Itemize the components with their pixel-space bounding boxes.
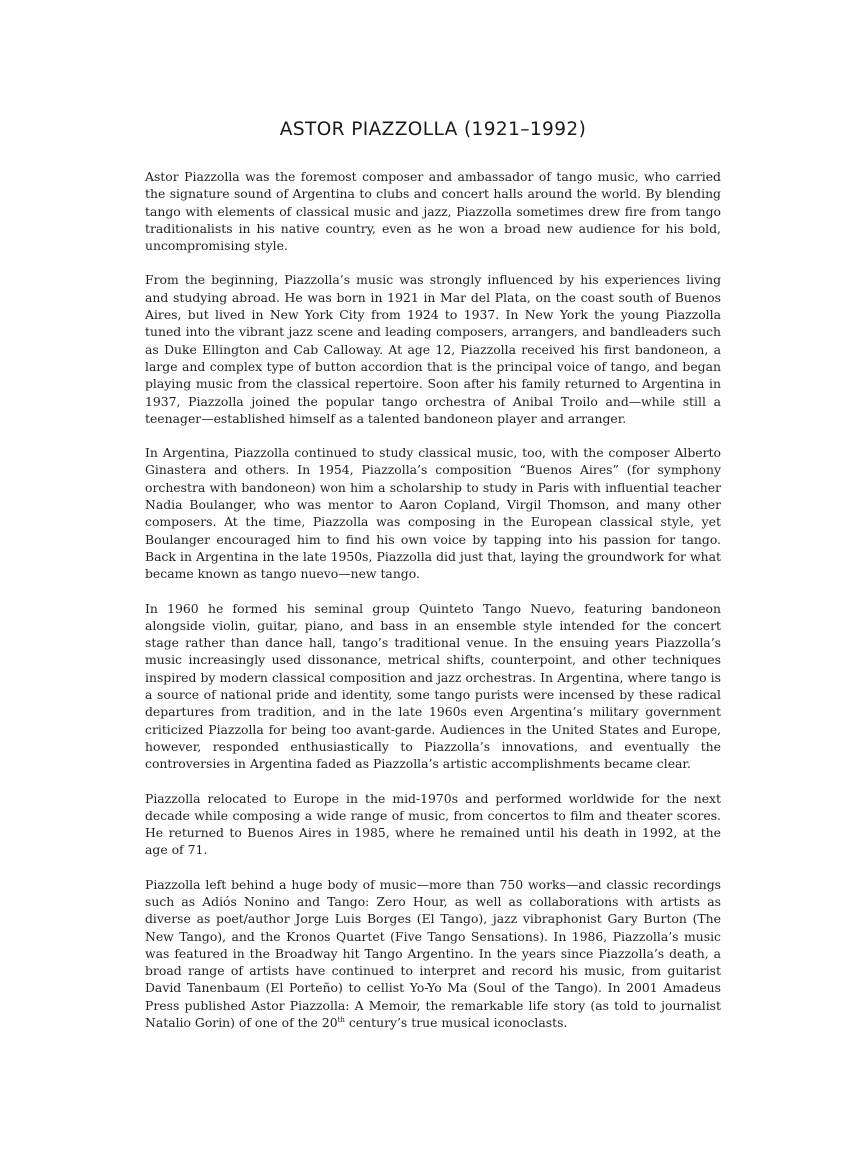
legacy-text: Piazzolla left behind a huge body of music—more than 750 works—and classic recordings such as Adiós Nonino and Tango: Zero Hour, as well as collaborations with artists as diverse as poet/author Jorge Luis Borges (El Tango), jazz vibraphonist Gary Burton (The New Tango), and the Kronos Quartet (Five Tango Sensations). In 1986, Piazzolla’s music was featured in the Broadway hit Tango Argentino. In the years since Piazzolla’s death, a broad range of artists have continued to interpret and record his music, from guitarist David Tanenbaum (El Porteño) to cellist Yo-Yo Ma (Soul of the Tango). In 2001 Amadeus Press published Astor Piazzolla: A Memoir, the remarkable life story (as told to journalist Natalio Gorin) of one of the 20: [145, 876, 721, 1031]
page-title: ASTOR PIAZZOLLA (1921–1992): [279, 119, 587, 140]
ordinal-superscript: th: [337, 1015, 345, 1024]
paragraph-tango-nuevo: In 1960 he formed his seminal group Quinteto Tango Nuevo, featuring bandoneon alongside violin, guitar, piano, and bass in an ensemble style intended for the concert stage rather than dance hall, tango’s traditional venue. In the ensuing years Piazzolla’s music increasingly used dissonance, metrical shifts, counterpoint, and other techniques inspired by modern classical composition and jazz orchestras. In Argentina, where tango is a source of national pride and identity, some tango purists were incensed by these radical departures from tradition, and in the late 1960s even Argentina’s military government criticized Piazzolla for being too avant-garde. Audiences in the United States and Europe, however, responded enthusiastically to Piazzolla’s innovations, and eventually the controversies in Argentina faded as Piazzolla’s artistic accomplishments became clear.: [145, 600, 721, 772]
legacy-text-tail: century’s true musical iconoclasts.: [344, 1015, 568, 1031]
paragraph-legacy: [145, 876, 721, 1032]
document-page: [145, 118, 721, 1048]
paragraph-later-years: Piazzolla relocated to Europe in the mid-1970s and performed worldwide for the next decade while composing a wide range of music, from concertos to film and theater scores. He returned to Buenos Aires in 1985, where he remained until his death in 1992, at the age of 71.: [145, 790, 721, 858]
paragraph-classical-study: In Argentina, Piazzolla continued to study classical music, too, with the composer Alberto Ginastera and others. In 1954, Piazzolla’s composition “Buenos Aires” (for symphony orchestra with bandoneon) won him a scholarship to study in Paris with influential teacher Nadia Boulanger, who was mentor to Aaron Copland, Virgil Thomson, and many other composers. At the time, Piazzolla was composing in the European classical style, yet Boulanger encouraged him to find his own voice by tapping into his passion for tango. Back in Argentina in the late 1950s, Piazzolla did just that, laying the groundwork for what became known as tango nuevo—new tango.: [145, 445, 721, 582]
paragraph-early-life: From the beginning, Piazzolla’s music was strongly influenced by his experiences living and studying abroad. He was born in 1921 in Mar del Plata, on the coast south of Buenos Aires, but lived in New York City from 1924 to 1937. In New York the young Piazzolla tuned into the vibrant jazz scene and leading composers, arrangers, and bandleaders such as Duke Ellington and Cab Calloway. At age 12, Piazzolla received his first bandoneon, a large and complex type of button accordion that is the principal voice of tango, and began playing music from the classical repertoire. Soon after his family returned to Argentina in 1937, Piazzolla joined the popular tango orchestra of Anibal Troilo and—while still a teenager—established himself as a talented bandoneon player and arranger.: [145, 272, 721, 426]
paragraph-introduction: Astor Piazzolla was the foremost composer and ambassador of tango music, who carried the signature sound of Argentina to clubs and concert halls around the world. By blending tango with elements of classical music and jazz, Piazzolla sometimes drew fire from tango traditionalists in his native country, even as he won a broad new audience for his bold, uncompromising style.: [145, 169, 721, 254]
